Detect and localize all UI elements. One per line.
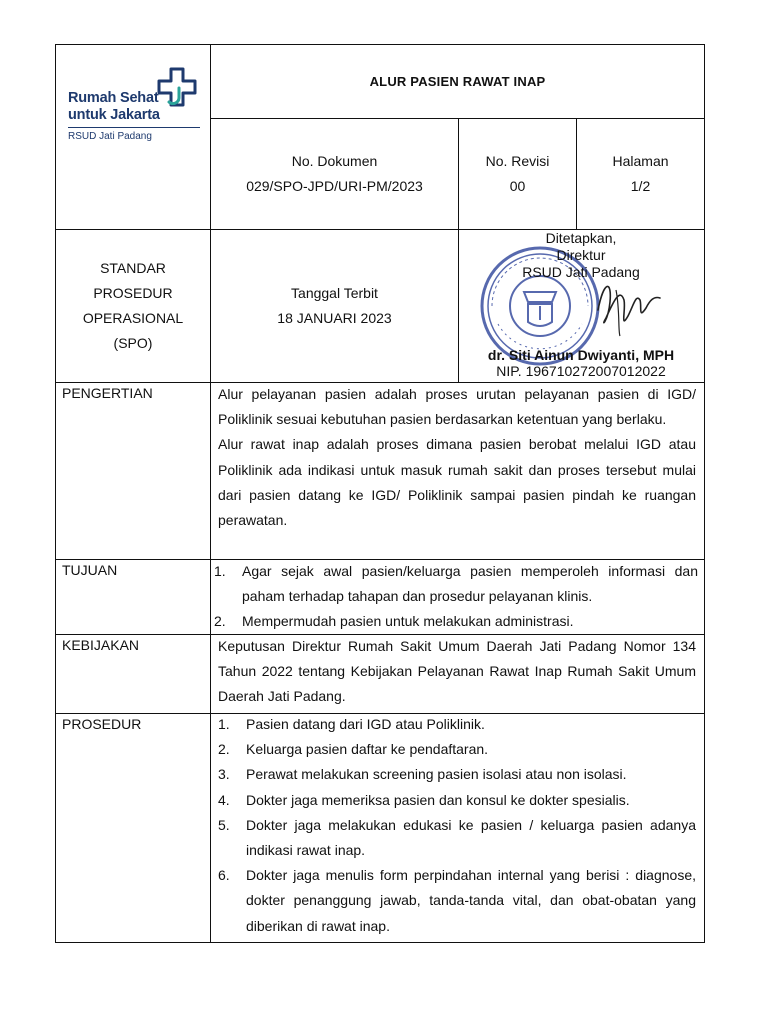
table-border-bottom — [55, 942, 705, 943]
logo-text-line2: untuk Jakarta — [68, 107, 160, 123]
issue-date-value: 18 JANUARI 2023 — [277, 310, 392, 326]
pengertian-paragraph-2: Alur rawat inap adalah proses dimana pasien berobat melalui IGD atau Poliklinik ada indikasi untuk masuk rumah sakit dan proses tersebut mulai dari pasien datang ke IGD/ Poliklinik sampai pasien pindah ke ruangan perawatan. — [218, 436, 696, 529]
list-item: 6. Dokter jaga menulis form perpindahan internal yang berisi : diagnose, dokter penanggung jawab, tanda-tanda vital, dan obat-obatan yang diberikan di rawat inap. — [218, 867, 696, 934]
section-body-prosedur — [218, 712, 696, 939]
health-cross-icon — [154, 66, 200, 110]
table-border-left — [55, 44, 56, 943]
list-item: 5. Dokter jaga melakukan edukasi ke pasien / keluarga pasien adanya indikasi rawat inap. — [218, 816, 696, 859]
signer-name: dr. Siti Ainun Dwiyanti, MPH — [487, 347, 675, 363]
approval-line3: RSUD Jati Padang — [522, 264, 640, 280]
page-value: 1/2 — [630, 178, 651, 194]
section-label-tujuan: TUJUAN — [62, 562, 118, 578]
table-border-right — [704, 44, 705, 943]
list-item: 2. Mempermudah pasien untuk melakukan administrasi. — [214, 613, 574, 630]
logo-text-line1: Rumah Sehat — [68, 90, 159, 106]
doc-number-value: 029/SPO-JPD/URI-PM/2023 — [246, 178, 423, 194]
logo-divider — [68, 127, 200, 128]
spo-line2: PROSEDUR — [93, 285, 173, 301]
spo-cell — [56, 230, 210, 382]
issue-date-label: Tanggal Terbit — [291, 285, 378, 301]
document-title-text: ALUR PASIEN RAWAT INAP — [369, 74, 546, 89]
signer-nip: NIP. 196710272007012022 — [496, 363, 666, 379]
tujuan-list — [214, 559, 698, 635]
hospital-logo — [68, 66, 204, 146]
list-item: 1. Agar sejak awal pasien/keluarga pasien memperoleh informasi dan paham terhadap tahapan dan prosedur pelayanan klinis. — [214, 563, 698, 605]
issue-date-cell — [211, 230, 458, 382]
document-title — [211, 45, 704, 118]
logo-subtitle: RSUD Jati Padang — [68, 131, 152, 142]
section-label-prosedur: PROSEDUR — [62, 716, 142, 732]
revision-cell — [459, 119, 576, 229]
section-body-pengertian — [218, 382, 696, 533]
page-label: Halaman — [612, 153, 669, 169]
spo-line1: STANDAR — [100, 260, 166, 276]
section-body-kebijakan — [218, 634, 696, 710]
list-item: 1. Pasien datang dari IGD atau Poliklinik. — [218, 716, 485, 732]
list-item: 4. Dokter jaga memeriksa pasien dan konsul ke dokter spesialis. — [218, 791, 630, 808]
section-label-kebijakan: KEBIJAKAN — [62, 637, 140, 653]
revision-value: 00 — [509, 178, 526, 194]
list-item: 2. Keluarga pasien daftar ke pendaftaran. — [218, 741, 489, 758]
section-body-tujuan — [214, 559, 698, 635]
pengertian-paragraph-1: Alur pelayanan pasien adalah proses urutan pelayanan pasien di IGD/ Poliklinik sesuai kebutuhan pasien berdasarkan ketentuan yang berlaku. — [218, 386, 696, 428]
list-item: 3. Perawat melakukan screening pasien isolasi atau non isolasi. — [218, 766, 627, 783]
section-label-pengertian: PENGERTIAN — [62, 385, 153, 401]
approval-block — [458, 230, 704, 281]
page-cell — [577, 119, 704, 229]
approval-line2: Direktur — [556, 247, 606, 263]
spo-line4: (SPO) — [113, 335, 153, 351]
spo-line3: OPERASIONAL — [82, 310, 184, 326]
revision-label: No. Revisi — [485, 153, 550, 169]
approval-line1: Ditetapkan, — [545, 230, 617, 246]
prosedur-list — [218, 712, 696, 939]
doc-number-cell — [211, 119, 458, 229]
kebijakan-text: Keputusan Direktur Rumah Sakit Umum Daerah Jati Padang Nomor 134 Tahun 2022 tentang Kebijakan Pelayanan Rawat Inap Rumah Sakit Umum Daerah Jati Padang. — [218, 638, 696, 705]
doc-number-label: No. Dokumen — [291, 153, 378, 169]
